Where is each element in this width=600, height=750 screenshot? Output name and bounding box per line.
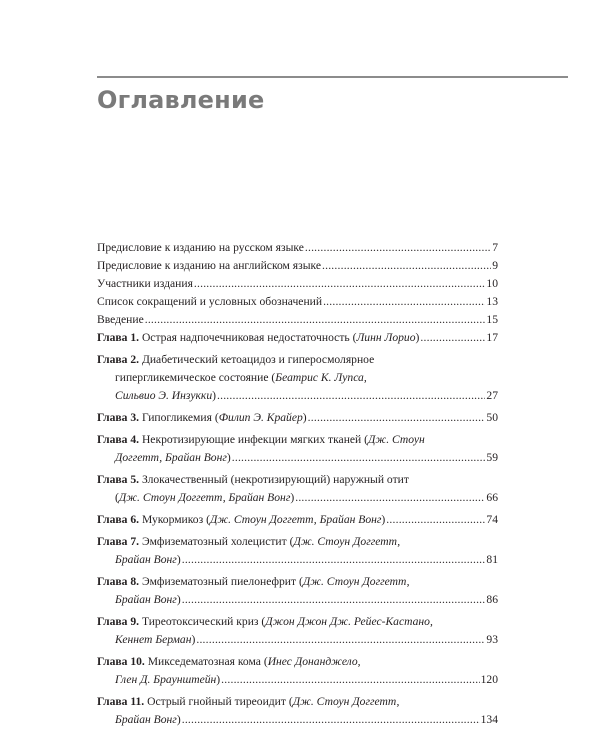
page-number: 15	[486, 313, 498, 326]
dot-leader	[182, 591, 486, 609]
chapter-text: Доггетт, Брайан Вонг)	[115, 451, 231, 464]
chapter-line	[97, 711, 498, 729]
chapter-line	[97, 551, 498, 569]
chapter-text: Глава 10. Микседематозная кома (Инес Донанджело,	[97, 655, 361, 668]
chapter-text: Глава 1. Острая надпочечниковая недостаточность (Линн Лорио)	[97, 331, 420, 344]
toc-entry	[97, 311, 498, 329]
chapter-title: Тиреотоксический криз	[141, 615, 259, 628]
chapter-line	[97, 631, 498, 649]
chapter-label: Глава 6.	[97, 513, 140, 526]
chapter-authors: Глен Д. Браунштейн	[115, 673, 217, 686]
dot-leader	[420, 329, 485, 347]
dot-leader	[232, 449, 486, 467]
chapter-authors: Кеннет Берман	[115, 633, 192, 646]
table-of-contents	[97, 239, 498, 729]
dot-leader	[182, 711, 480, 729]
dot-leader	[196, 631, 485, 649]
page-number: 86	[486, 593, 498, 606]
chapter-text: Глава 6. Мукормикоз (Дж. Стоун Доггетт, Брайан Вонг)	[97, 513, 386, 526]
chapter-authors: Дж. Стоун Доггетт, Брайан Вонг	[118, 491, 291, 504]
entry-title: Предисловие к изданию на английском языке	[97, 259, 321, 272]
chapter-text: Глава 4. Некротизирующие инфекции мягких тканей (Дж. Стоун	[97, 433, 425, 446]
chapter-entry	[97, 653, 498, 689]
chapter-authors: Инес Донанджело,	[267, 655, 361, 668]
chapter-label: Глава 7.	[97, 535, 140, 548]
chapter-label: Глава 5.	[97, 473, 140, 486]
dot-leader	[217, 387, 485, 405]
chapter-authors: Доггетт, Брайан Вонг	[115, 451, 227, 464]
chapter-line	[97, 387, 498, 405]
chapter-title: Эмфизематозный холецистит	[141, 535, 287, 548]
page-number: 13	[486, 295, 498, 308]
chapter-line	[97, 613, 498, 631]
chapter-text: Сильвио Э. Инзукки)	[115, 389, 217, 402]
page-number: 66	[486, 491, 498, 504]
dot-leader	[323, 293, 485, 311]
chapter-title: Эмфизематозный пиелонефрит	[141, 575, 297, 588]
chapter-line	[97, 489, 498, 507]
chapter-line	[97, 471, 498, 489]
chapter-authors: Дж. Стоун Доггетт,	[302, 575, 410, 588]
chapter-authors: Филип Э. Крайер	[218, 411, 303, 424]
chapter-text	[97, 351, 374, 369]
chapter-line	[97, 693, 498, 711]
chapter-title: Мукормикоз	[141, 513, 204, 526]
chapter-text: Глава 3. Гипогликемия (Филип Э. Крайер)	[97, 411, 307, 424]
chapter-label: Глава 2.	[97, 353, 140, 366]
chapter-entry	[97, 409, 498, 427]
dot-leader	[386, 511, 485, 529]
chapter-title: Злокачественный (некротизирующий) наружный отит	[141, 473, 409, 486]
chapter-title: Гипогликемия	[141, 411, 212, 424]
chapter-text: (Дж. Стоун Доггетт, Брайан Вонг)	[115, 491, 295, 504]
chapter-line	[97, 409, 498, 427]
chapter-text: Глава 7. Эмфизематозный холецистит (Дж. Стоун Доггетт,	[97, 535, 401, 548]
chapter-label: Глава 3.	[97, 411, 140, 424]
page-title: Оглавление	[97, 86, 265, 114]
chapter-authors: Дж. Стоун Доггетт,	[293, 535, 401, 548]
chapter-entry	[97, 693, 498, 729]
chapter-entry	[97, 613, 498, 649]
dot-leader	[145, 311, 486, 329]
dot-leader	[305, 239, 491, 257]
chapter-label: Глава 11.	[97, 695, 145, 708]
chapter-authors: Линн Лорио	[356, 331, 416, 344]
toc-entry	[97, 293, 498, 311]
toc-entry	[97, 275, 498, 293]
chapter-title: гипергликемическое состояние	[115, 371, 269, 384]
page-number: 120	[480, 673, 498, 686]
chapter-authors: Брайан Вонг	[115, 553, 177, 566]
toc-entry	[97, 239, 498, 257]
chapter-line	[97, 431, 498, 449]
dot-leader	[182, 551, 486, 569]
chapter-line	[97, 369, 498, 387]
chapter-title: Диабетический кетоацидоз и гиперосмолярное	[141, 353, 375, 366]
chapter-authors: Дж. Стоун Доггетт, Брайан Вонг	[209, 513, 382, 526]
chapter-entry	[97, 431, 498, 467]
page-number: 9	[492, 259, 498, 272]
dot-leader	[295, 489, 485, 507]
chapter-line	[97, 671, 498, 689]
page-number: 81	[486, 553, 498, 566]
page-number: 134	[480, 713, 498, 726]
chapter-title: Острый гнойный тиреоидит	[147, 695, 286, 708]
chapter-line	[97, 591, 498, 609]
chapter-line	[97, 533, 498, 551]
dot-leader	[308, 409, 486, 427]
chapter-authors: Беатрис К. Лупса,	[275, 371, 367, 384]
header-rule	[97, 76, 568, 78]
entry-title: Участники издания	[97, 277, 193, 290]
chapter-entry	[97, 511, 498, 529]
page-number: 93	[486, 633, 498, 646]
dot-leader	[322, 257, 491, 275]
chapter-line	[97, 329, 498, 347]
page-number: 17	[486, 331, 498, 344]
chapter-label: Глава 1.	[97, 331, 140, 344]
chapter-entry	[97, 351, 498, 405]
chapter-entry	[97, 329, 498, 347]
entry-title: Предисловие к изданию на русском языке	[97, 241, 304, 254]
page-number: 10	[486, 277, 498, 290]
dot-leader	[194, 275, 486, 293]
chapter-text: Глава 8. Эмфизематозный пиелонефрит (Дж. Стоун Доггетт,	[97, 575, 410, 588]
chapter-authors: Брайан Вонг	[115, 713, 177, 726]
chapter-text	[97, 471, 409, 489]
chapter-line	[97, 653, 498, 671]
dot-leader	[221, 671, 479, 689]
chapter-text: Брайан Вонг)	[115, 553, 181, 566]
intro-entries	[97, 239, 498, 329]
chapter-entries	[97, 329, 498, 729]
entry-title: Введение	[97, 313, 144, 326]
chapter-text: Кеннет Берман)	[115, 633, 196, 646]
chapter-text: Брайан Вонг)	[115, 713, 181, 726]
chapter-title: Микседематозная кома	[147, 655, 261, 668]
chapter-line	[97, 449, 498, 467]
chapter-title: Острая надпочечниковая недостаточность	[141, 331, 350, 344]
chapter-authors: Дж. Стоун Доггетт,	[292, 695, 400, 708]
page-number: 59	[486, 451, 498, 464]
chapter-authors: Дж. Стоун	[368, 433, 425, 446]
chapter-text: гипергликемическое состояние (Беатрис К. Лупса,	[115, 371, 367, 384]
chapter-text: Брайан Вонг)	[115, 593, 181, 606]
chapter-label: Глава 9.	[97, 615, 140, 628]
page-number: 27	[486, 389, 498, 402]
page-number: 74	[486, 513, 498, 526]
chapter-line	[97, 573, 498, 591]
chapter-title: Некротизирующие инфекции мягких тканей	[141, 433, 362, 446]
chapter-line	[97, 511, 498, 529]
chapter-entry	[97, 533, 498, 569]
page-number: 50	[486, 411, 498, 424]
chapter-label: Глава 4.	[97, 433, 140, 446]
chapter-label: Глава 8.	[97, 575, 140, 588]
entry-title: Список сокращений и условных обозначений	[97, 295, 323, 308]
page-number: 7	[492, 241, 498, 254]
chapter-text: Глава 11. Острый гнойный тиреоидит (Дж. Стоун Доггетт,	[97, 695, 400, 708]
chapter-text: Глен Д. Браунштейн)	[115, 673, 221, 686]
chapter-authors: Сильвио Э. Инзукки	[115, 389, 213, 402]
chapter-authors: Джон Джон Дж. Рейес-Кастано,	[265, 615, 433, 628]
chapter-authors: Брайан Вонг	[115, 593, 177, 606]
chapter-entry	[97, 471, 498, 507]
chapter-label: Глава 10.	[97, 655, 145, 668]
toc-entry	[97, 257, 498, 275]
chapter-line	[97, 351, 498, 369]
chapter-entry	[97, 573, 498, 609]
chapter-text: Глава 9. Тиреотоксический криз (Джон Джон Дж. Рейес-Кастано,	[97, 615, 433, 628]
